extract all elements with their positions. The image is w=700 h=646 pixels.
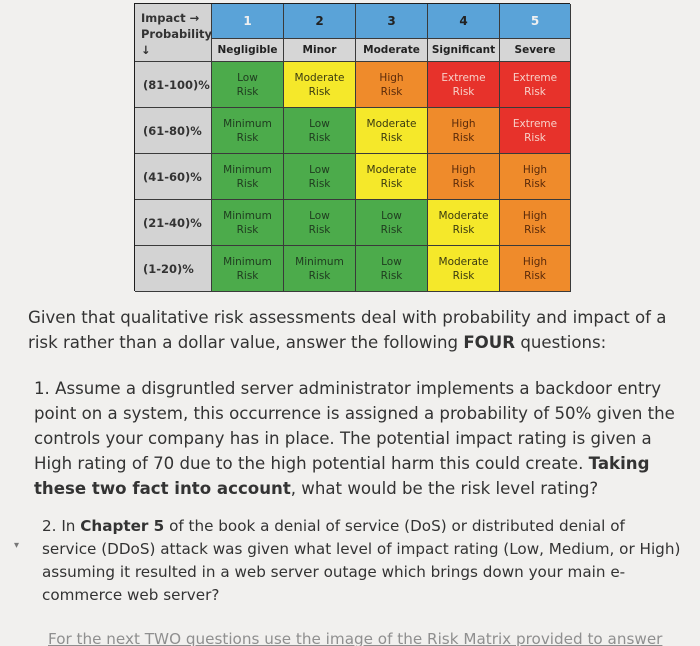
impact-label: Impact → bbox=[141, 11, 200, 25]
column-name: Negligible bbox=[212, 39, 284, 62]
column-number: 5 bbox=[500, 4, 571, 39]
risk-cell: Minimum Risk bbox=[212, 246, 284, 292]
row-label: (61-80)% bbox=[135, 108, 212, 154]
risk-cell: Extreme Risk bbox=[500, 62, 571, 108]
risk-cell: Minimum Risk bbox=[212, 154, 284, 200]
risk-cell: Moderate Risk bbox=[356, 108, 428, 154]
risk-cell: High Risk bbox=[428, 154, 500, 200]
risk-cell: Extreme Risk bbox=[500, 108, 571, 154]
down-arrow-icon: ↓ bbox=[141, 43, 151, 57]
risk-cell: Moderate Risk bbox=[428, 200, 500, 246]
risk-cell: Moderate Risk bbox=[356, 154, 428, 200]
risk-cell: Minimum Risk bbox=[212, 200, 284, 246]
column-name: Minor bbox=[284, 39, 356, 62]
column-name: Moderate bbox=[356, 39, 428, 62]
column-number: 4 bbox=[428, 4, 500, 39]
risk-cell: Minimum Risk bbox=[212, 108, 284, 154]
risk-cell: High Risk bbox=[500, 200, 571, 246]
risk-cell: Low Risk bbox=[356, 246, 428, 292]
row-label: (81-100)% bbox=[135, 62, 212, 108]
row-label: (1-20)% bbox=[135, 246, 212, 292]
column-number: 1 bbox=[212, 4, 284, 39]
risk-cell: Low Risk bbox=[284, 108, 356, 154]
risk-cell: Moderate Risk bbox=[428, 246, 500, 292]
column-number: 2 bbox=[284, 4, 356, 39]
risk-cell: Low Risk bbox=[284, 154, 356, 200]
cutoff-instruction: For the next TWO questions use the image of the Risk Matrix provided to answer bbox=[48, 630, 663, 646]
column-name: Severe bbox=[500, 39, 571, 62]
matrix-corner bbox=[135, 4, 212, 62]
column-number: 3 bbox=[356, 4, 428, 39]
risk-cell: Minimum Risk bbox=[284, 246, 356, 292]
row-label: (21-40)% bbox=[135, 200, 212, 246]
risk-cell: Moderate Risk bbox=[284, 62, 356, 108]
probability-label: Probability bbox=[141, 27, 213, 41]
column-name: Significant bbox=[428, 39, 500, 62]
bullet-icon: ▾ bbox=[14, 540, 20, 551]
risk-cell: High Risk bbox=[356, 62, 428, 108]
question-1: 1. Assume a disgruntled server administrator implements a backdoor entry point on a system, this occurrence is assigned a probability of 50% given the controls your company has in place. The potential impact rating is given a High rating of 70 due to the high potential harm this could create. Taking these two fact into account, what would be the risk level rating? bbox=[34, 379, 675, 498]
question-2: 2. In Chapter 5 of the book a denial of service (DoS) or distributed denial of service (DDoS) attack was given what level of impact rating (Low, Medium, or High) assuming it resulted in a web server outage which brings down your main e-commerce web server? bbox=[42, 517, 681, 604]
risk-cell: Extreme Risk bbox=[428, 62, 500, 108]
risk-cell: Low Risk bbox=[212, 62, 284, 108]
risk-matrix bbox=[134, 3, 570, 291]
intro-paragraph: Given that qualitative risk assessments deal with probability and impact of a risk rather than a dollar value, answer the following FOUR questions: bbox=[28, 308, 667, 352]
risk-cell: High Risk bbox=[500, 154, 571, 200]
risk-cell: Low Risk bbox=[284, 200, 356, 246]
risk-cell: High Risk bbox=[500, 246, 571, 292]
risk-cell: Low Risk bbox=[356, 200, 428, 246]
row-label: (41-60)% bbox=[135, 154, 212, 200]
risk-cell: High Risk bbox=[428, 108, 500, 154]
